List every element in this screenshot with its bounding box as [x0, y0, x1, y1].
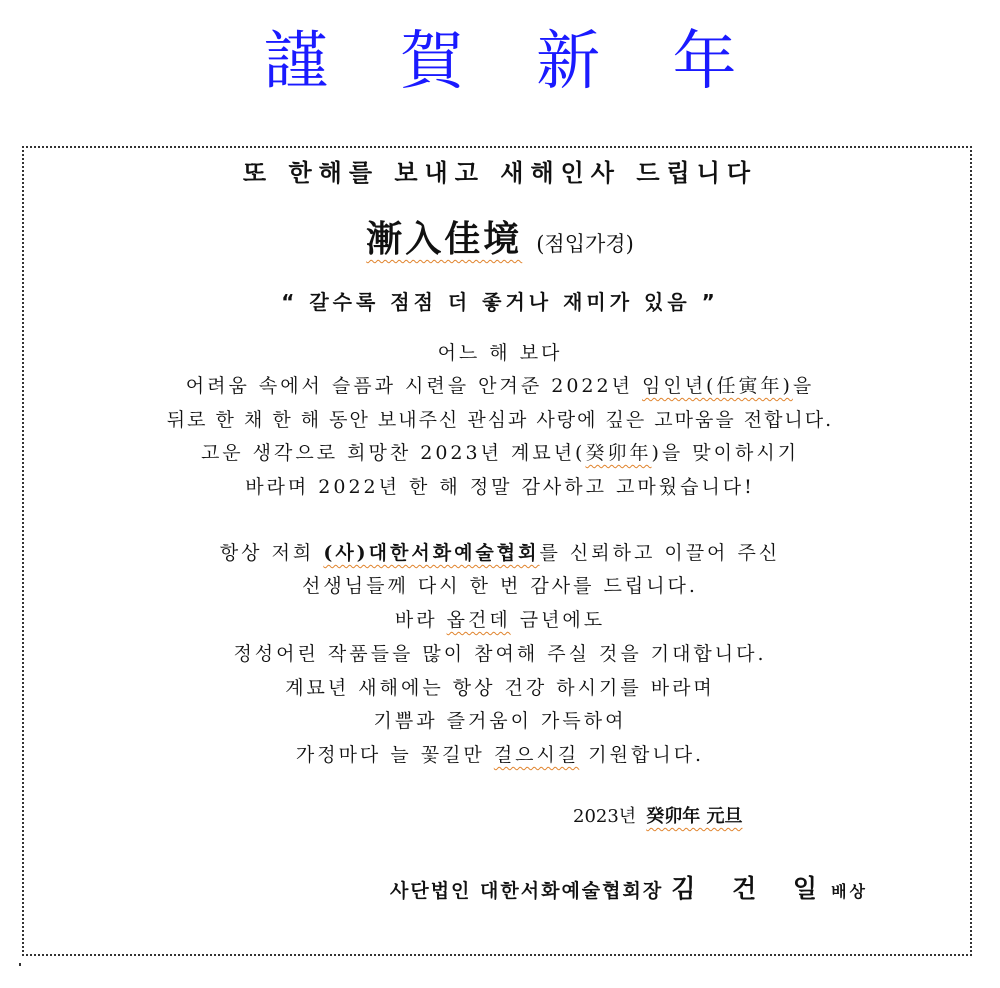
body-line-8-before: 바라 [394, 609, 447, 631]
date-year: 2023년 [573, 806, 637, 827]
body-line-12-marked: 걸으시길 [493, 744, 580, 766]
motto-hanja: 漸入佳境 [366, 219, 523, 260]
body-line-4-before: 고운 생각으로 희망찬 2023년 계묘년( [200, 442, 586, 464]
body-line-1: 어느 해 보다 [437, 342, 563, 364]
body-line-2-after: 을 [792, 375, 815, 397]
association-name: (사)대한서화예술협회 [323, 542, 540, 564]
body-line-5: 바라며 2022년 한 해 정말 감사하고 고마웠습니다! [245, 476, 755, 498]
signature-organization: 사단법인 대한서화예술협회장 [390, 880, 664, 902]
body-line-8-marked: 옵건데 [446, 609, 511, 631]
body-line-8 [0, 605, 1000, 635]
body-line-12 [0, 740, 1000, 770]
body-line-3: 뒤로 한 채 한 해 동안 보내주신 관심과 사랑에 깊은 고마움을 전합니다. [166, 409, 834, 431]
date-seal: 癸卯年 元旦 [646, 806, 743, 827]
body-line-4-after: )을 맞이하시기 [651, 442, 800, 464]
letter-heading: 또 한해를 보내고 새해인사 드립니다 [242, 159, 758, 187]
body-line-12-after: 기원합니다. [579, 744, 705, 766]
body-line-12-before: 가정마다 늘 꽃길만 [295, 744, 494, 766]
motto-row [0, 214, 1000, 272]
body-line-9: 정성어린 작품들을 많이 참여해 주실 것을 기대합니다. [233, 643, 767, 665]
body-line-4 [0, 438, 1000, 468]
signature-name: 김 건 일 [671, 874, 832, 903]
signature [390, 872, 868, 909]
body-line-6-after: 를 신뢰하고 이끌어 주신 [539, 542, 781, 564]
body-line-6 [0, 538, 1000, 568]
body-line-4-marked: 癸卯年 [585, 442, 652, 464]
body-line-2-marked: 임인년(任寅年) [642, 375, 793, 397]
letter-date [573, 802, 742, 832]
signature-role: 배상 [831, 882, 868, 901]
body-line-2-before: 어려움 속에서 슬픔과 시련을 안겨준 2022년 [185, 375, 642, 397]
body-line-8-after: 금년에도 [510, 609, 606, 631]
corner-mark [19, 963, 21, 966]
motto-reading: (점입가경) [536, 232, 634, 256]
greeting-title: 謹 賀 新 年 [263, 25, 763, 99]
body-line-11: 기쁨과 즐거움이 가득하여 [373, 710, 627, 732]
body-line-2 [0, 371, 1000, 401]
motto-meaning: “ 갈수록 점점 더 좋거나 재미가 있음 ” [281, 290, 719, 314]
body-line-6-before: 항상 저희 [219, 542, 324, 564]
body-line-10: 계묘년 새해에는 항상 건강 하시기를 바라며 [285, 677, 715, 699]
body-line-7: 선생님들께 다시 한 번 감사를 드립니다. [302, 575, 698, 597]
